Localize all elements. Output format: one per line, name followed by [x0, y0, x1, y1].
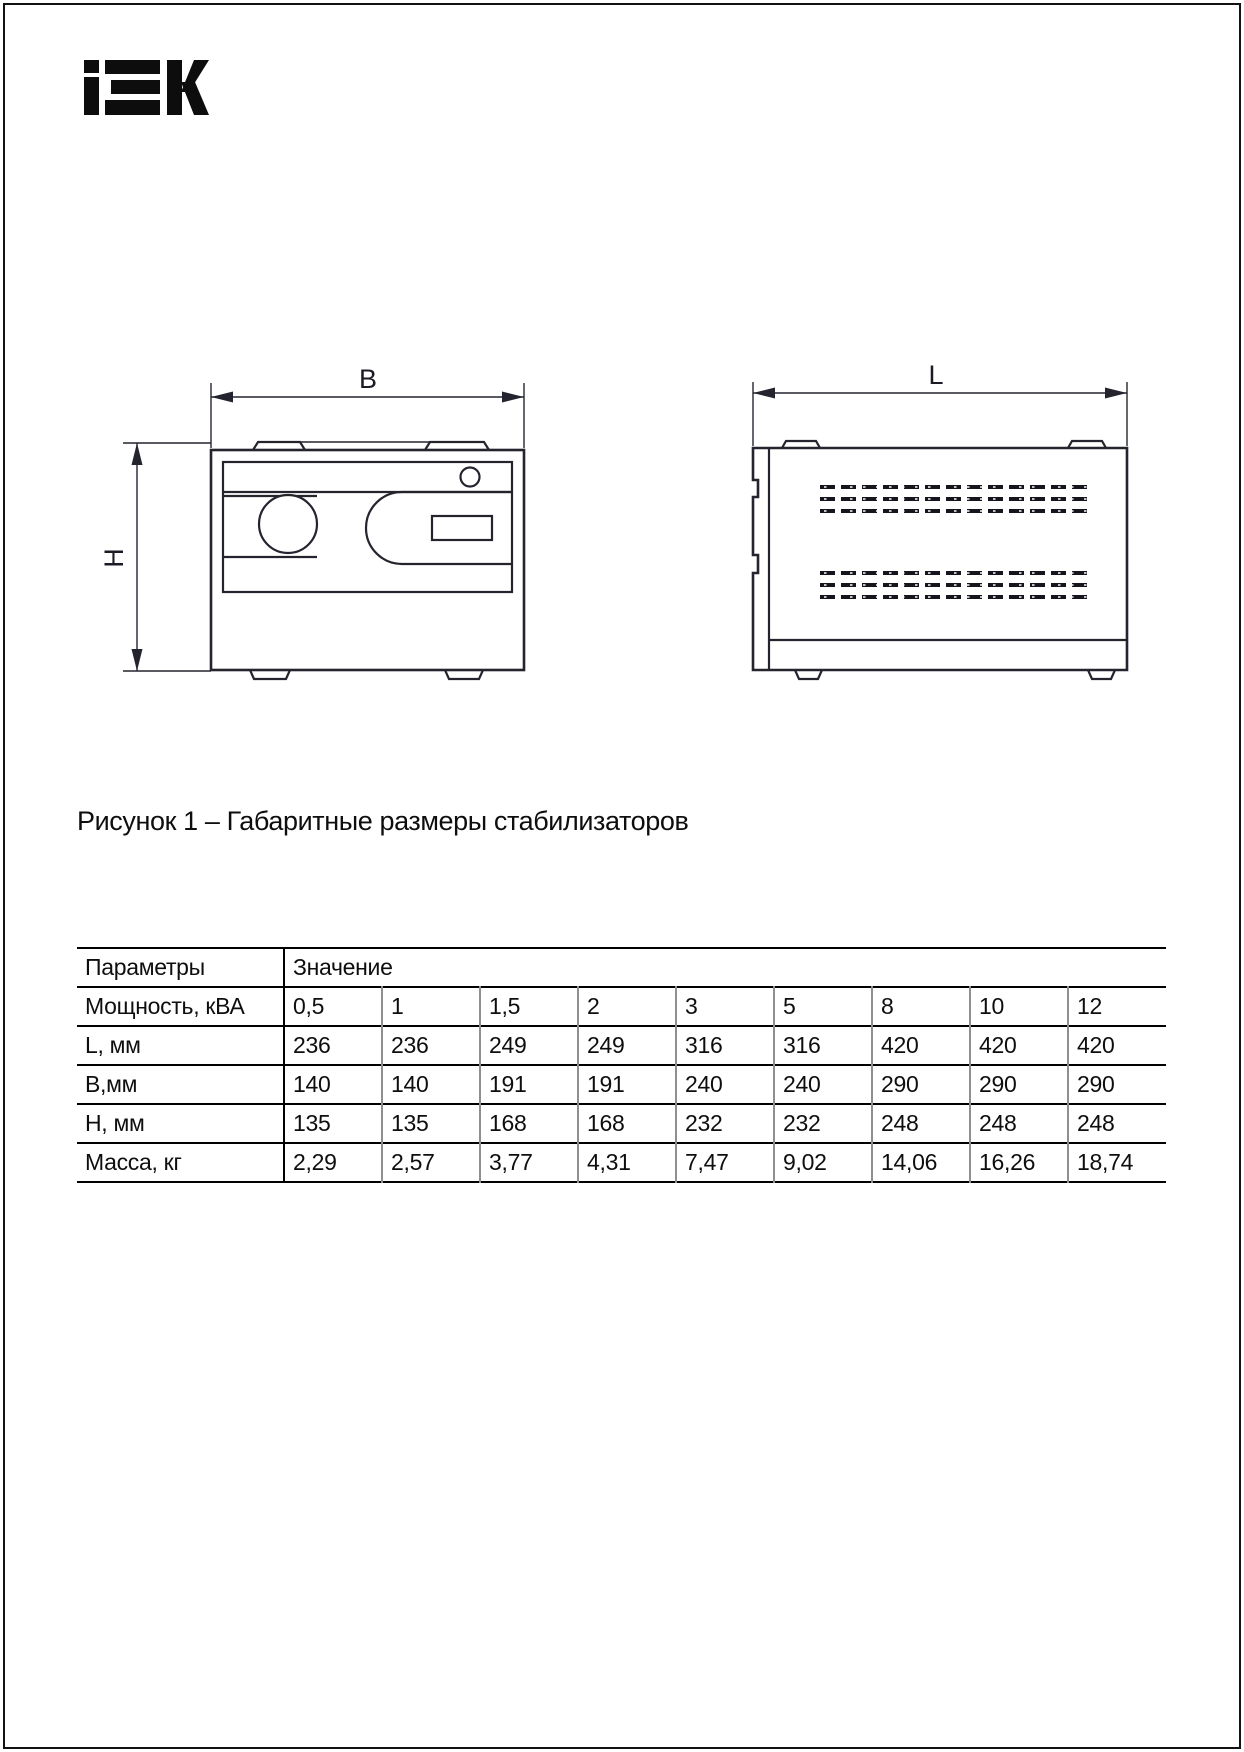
rotary-knob	[259, 495, 317, 553]
cell: 290	[872, 1065, 970, 1104]
row-label: Масса, кг	[77, 1143, 284, 1182]
logo-k-lower-arm	[181, 82, 209, 115]
cell: 14,06	[872, 1143, 970, 1182]
table-row	[77, 1143, 1166, 1182]
dimension-h	[99, 443, 211, 671]
length-dimension-label: L	[928, 360, 944, 390]
cell: 3	[676, 987, 774, 1026]
cell: 1,5	[480, 987, 578, 1026]
header-value: Значение	[293, 954, 393, 980]
header-parameters: Параметры	[77, 948, 284, 987]
foot-right	[1088, 670, 1115, 679]
iek-logo	[84, 60, 209, 115]
arrow-down-icon	[132, 649, 143, 671]
logo-k-stem	[167, 60, 182, 115]
table-header-row	[77, 948, 1166, 987]
side-view-drawing	[640, 330, 1140, 690]
row-label: L, мм	[77, 1026, 284, 1065]
cell: 16,26	[970, 1143, 1068, 1182]
cell: 5	[774, 987, 872, 1026]
front-view-drawing	[80, 330, 580, 690]
iek-logo-glyphs	[84, 60, 209, 115]
cell: 12	[1077, 993, 1102, 1019]
dimension-b	[211, 364, 524, 448]
cell: 4,31	[578, 1143, 676, 1182]
cell: 18,74	[1077, 1149, 1134, 1175]
cell: 249	[480, 1026, 578, 1065]
cell: 2	[578, 987, 676, 1026]
row-label: Мощность, кВА	[77, 987, 284, 1026]
cell: 232	[774, 1104, 872, 1143]
cell: 248	[872, 1104, 970, 1143]
logo-e-bottom-bar	[105, 100, 160, 115]
table-row	[77, 987, 1166, 1026]
logo-i-stem	[84, 77, 99, 115]
width-dimension-label: B	[358, 364, 378, 394]
indicator-led	[461, 468, 480, 487]
dimensions-table	[77, 947, 1166, 1183]
row-label: Н, мм	[77, 1104, 284, 1143]
cell: 0,5	[284, 987, 382, 1026]
ventilation-slots	[820, 487, 1090, 597]
cell: 249	[578, 1026, 676, 1065]
foot-right	[445, 670, 483, 679]
cell: 290	[1077, 1071, 1115, 1097]
table-row	[77, 1026, 1166, 1065]
cell: 420	[970, 1026, 1068, 1065]
cell: 2,29	[284, 1143, 382, 1182]
cell: 140	[382, 1065, 480, 1104]
cell: 420	[1077, 1032, 1115, 1058]
cell: 316	[774, 1026, 872, 1065]
cell: 240	[774, 1065, 872, 1104]
logo-e-mid-bar	[111, 80, 160, 94]
arrow-left-icon	[211, 392, 233, 403]
cell: 248	[970, 1104, 1068, 1143]
foot-left	[250, 670, 290, 679]
display-window	[432, 516, 492, 540]
arrow-right-icon	[1105, 388, 1127, 399]
cell: 191	[480, 1065, 578, 1104]
cell: 232	[676, 1104, 774, 1143]
arrow-right-icon	[502, 392, 524, 403]
cell: 236	[382, 1026, 480, 1065]
row-label: В,мм	[77, 1065, 284, 1104]
cell: 7,47	[676, 1143, 774, 1182]
height-dimension-label: H	[99, 548, 129, 568]
cell: 2,57	[382, 1143, 480, 1182]
cell: 135	[284, 1104, 382, 1143]
cell: 420	[872, 1026, 970, 1065]
cell: 191	[578, 1065, 676, 1104]
cell: 1	[382, 987, 480, 1026]
cell: 3,77	[480, 1143, 578, 1182]
cell: 168	[578, 1104, 676, 1143]
cell: 135	[382, 1104, 480, 1143]
figure-caption: Рисунок 1 – Габаритные размеры стабилизаторов	[77, 806, 689, 836]
cell: 10	[970, 987, 1068, 1026]
cell: 8	[872, 987, 970, 1026]
page-border	[3, 3, 1241, 1749]
dimension-l	[753, 360, 1127, 446]
stabilizer-side-case	[753, 441, 1127, 679]
cell: 316	[676, 1026, 774, 1065]
foot-left	[795, 670, 822, 679]
table-row	[77, 1104, 1166, 1143]
display-bezel-cutout	[366, 492, 512, 564]
arrow-up-icon	[132, 443, 143, 465]
cell: 9,02	[774, 1143, 872, 1182]
cell: 140	[284, 1065, 382, 1104]
cell: 236	[284, 1026, 382, 1065]
cell: 248	[1077, 1110, 1115, 1136]
logo-i-dot	[84, 60, 99, 73]
cell: 168	[480, 1104, 578, 1143]
arrow-left-icon	[753, 388, 775, 399]
logo-e-top-bar	[105, 60, 160, 74]
cell: 240	[676, 1065, 774, 1104]
cell: 290	[970, 1065, 1068, 1104]
front-panel	[223, 462, 512, 592]
table-row	[77, 1065, 1166, 1104]
